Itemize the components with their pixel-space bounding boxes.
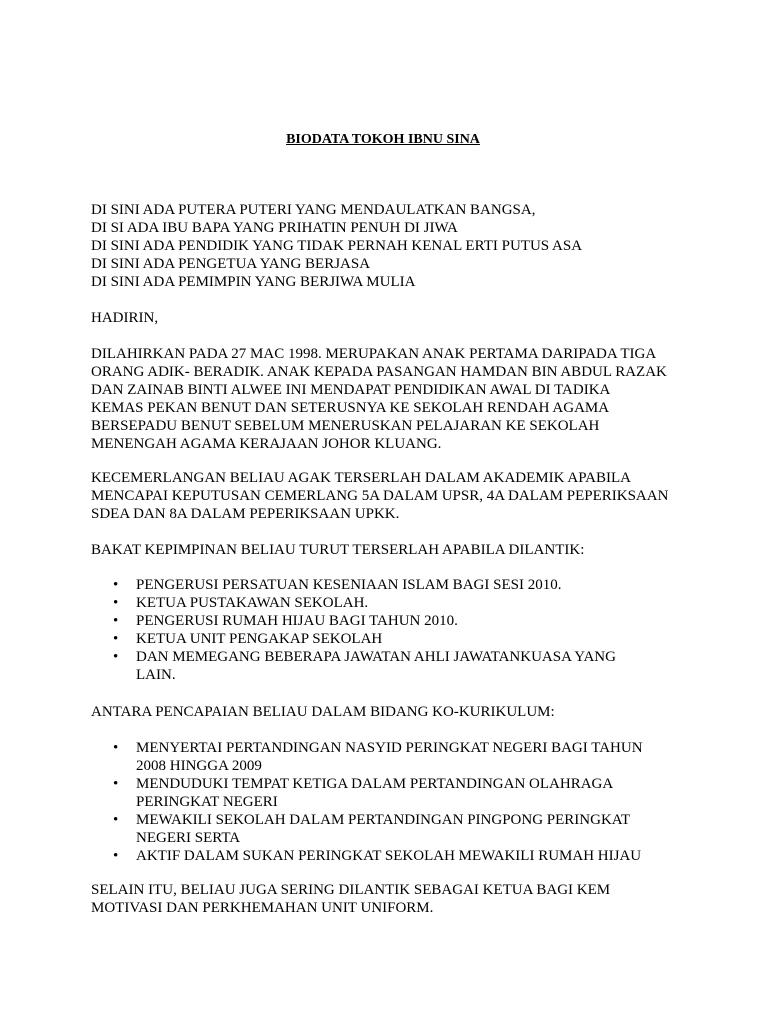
- paragraph-line: DAN ZAINAB BINTI ALWEE INI MENDAPAT PENDIDIKAN AWAL DI TADIKA: [91, 382, 611, 398]
- bullet-icon: •: [113, 577, 119, 593]
- paragraph-line: KEMAS PEKAN BENUT DAN SETERUSNYA KE SEKOLAH RENDAH AGAMA: [91, 400, 610, 416]
- bullet-icon: •: [113, 631, 119, 647]
- paragraph-academic: [91, 469, 691, 523]
- list-item-text: MENDUDUKI TEMPAT KETIGA DALAM PERTANDINGAN OLAHRAGA: [136, 776, 614, 792]
- paragraph-line: ORANG ADIK- BERADIK. ANAK KEPADA PASANGAN HAMDAN BIN ABDUL RAZAK: [91, 364, 667, 380]
- list-item: [91, 594, 691, 612]
- paragraph-line: MENENGAH AGAMA KERAJAAN JOHOR KLUANG.: [91, 436, 442, 452]
- list-item-text: NEGERI SERTA: [136, 830, 241, 846]
- bullet-icon: •: [113, 649, 119, 665]
- poem-line: DI SINI ADA PUTERA PUTERI YANG MENDAULATKAN BANGSA,: [91, 202, 536, 218]
- cocurr-list: [91, 739, 691, 865]
- paragraph-closing: [91, 881, 691, 917]
- list-item: [91, 576, 691, 594]
- poem-line: DI SI ADA IBU BAPA YANG PRIHATIN PENUH DI JIWA: [91, 220, 458, 236]
- bullet-icon: •: [113, 740, 119, 756]
- list-item: [91, 775, 691, 811]
- greeting-text: HADIRIN,: [91, 310, 159, 326]
- greeting: [91, 309, 691, 327]
- bullet-icon: •: [113, 595, 119, 611]
- bullet-icon: •: [113, 848, 119, 864]
- poem-line: DI SINI ADA PEMIMPIN YANG BERJIWA MULIA: [91, 274, 416, 290]
- list-item-text: DAN MEMEGANG BEBERAPA JAWATAN AHLI JAWATANKUASA YANG: [136, 649, 616, 665]
- list-item-text: KETUA PUSTAKAWAN SEKOLAH.: [136, 595, 369, 611]
- paragraph-line: BERSEPADU BENUT SEBELUM MENERUSKAN PELAJARAN KE SEKOLAH: [91, 418, 600, 434]
- list-item: [91, 811, 691, 847]
- list-item-text: MEWAKILI SEKOLAH DALAM PERTANDINGAN PINGPONG PERINGKAT: [136, 812, 631, 828]
- list-item-text: PENGERUSI PERSATUAN KESENIAAN ISLAM BAGI SESI 2010.: [136, 577, 562, 593]
- list-item: [91, 630, 691, 648]
- list-item: [91, 847, 691, 865]
- bullet-icon: •: [113, 613, 119, 629]
- leadership-intro: [91, 541, 691, 559]
- poem-line: DI SINI ADA PENDIDIK YANG TIDAK PERNAH KENAL ERTI PUTUS ASA: [91, 238, 583, 254]
- list-item-text: AKTIF DALAM SUKAN PERINGKAT SEKOLAH MEWAKILI RUMAH HIJAU: [136, 848, 642, 864]
- list-item: [91, 612, 691, 630]
- paragraph-birth: [91, 345, 691, 453]
- paragraph-line: SELAIN ITU, BELIAU JUGA SERING DILANTIK SEBAGAI KETUA BAGI KEM: [91, 882, 611, 898]
- list-item-text: PERINGKAT NEGERI: [136, 794, 278, 810]
- leadership-intro-text: BAKAT KEPIMPINAN BELIAU TURUT TERSERLAH APABILA DILANTIK:: [91, 542, 585, 558]
- list-item-text: MENYERTAI PERTANDINGAN NASYID PERINGKAT NEGERI BAGI TAHUN: [136, 740, 643, 756]
- paragraph-line: MENCAPAI KEPUTUSAN CEMERLANG 5A DALAM UPSR, 4A DALAM PEPERIKSAAN: [91, 488, 669, 504]
- list-item: [91, 648, 691, 684]
- paragraph-line: SDEA DAN 8A DALAM PEPERIKSAAN UPKK.: [91, 506, 400, 522]
- cocurr-intro: [91, 703, 691, 721]
- list-item-text: LAIN.: [136, 667, 176, 683]
- bullet-icon: •: [113, 776, 119, 792]
- list-item-text: 2008 HINGGA 2009: [136, 758, 262, 774]
- paragraph-line: MOTIVASI DAN PERKHEMAHAN UNIT UNIFORM.: [91, 900, 434, 916]
- poem-line: DI SINI ADA PENGETUA YANG BERJASA: [91, 256, 371, 272]
- paragraph-line: DILAHIRKAN PADA 27 MAC 1998. MERUPAKAN ANAK PERTAMA DARIPADA TIGA: [91, 346, 657, 362]
- poem-block: [91, 201, 691, 291]
- list-item-text: PENGERUSI RUMAH HIJAU BAGI TAHUN 2010.: [136, 613, 458, 629]
- list-item-text: KETUA UNIT PENGAKAP SEKOLAH: [136, 631, 383, 647]
- list-item: [91, 739, 691, 775]
- paragraph-line: KECEMERLANGAN BELIAU AGAK TERSERLAH DALAM AKADEMIK APABILA: [91, 470, 632, 486]
- document-title: BIODATA TOKOH IBNU SINA: [286, 132, 480, 147]
- cocurr-intro-text: ANTARA PENCAPAIAN BELIAU DALAM BIDANG KO-KURIKULUM:: [91, 704, 555, 720]
- leadership-list: [91, 576, 691, 684]
- bullet-icon: •: [113, 812, 119, 828]
